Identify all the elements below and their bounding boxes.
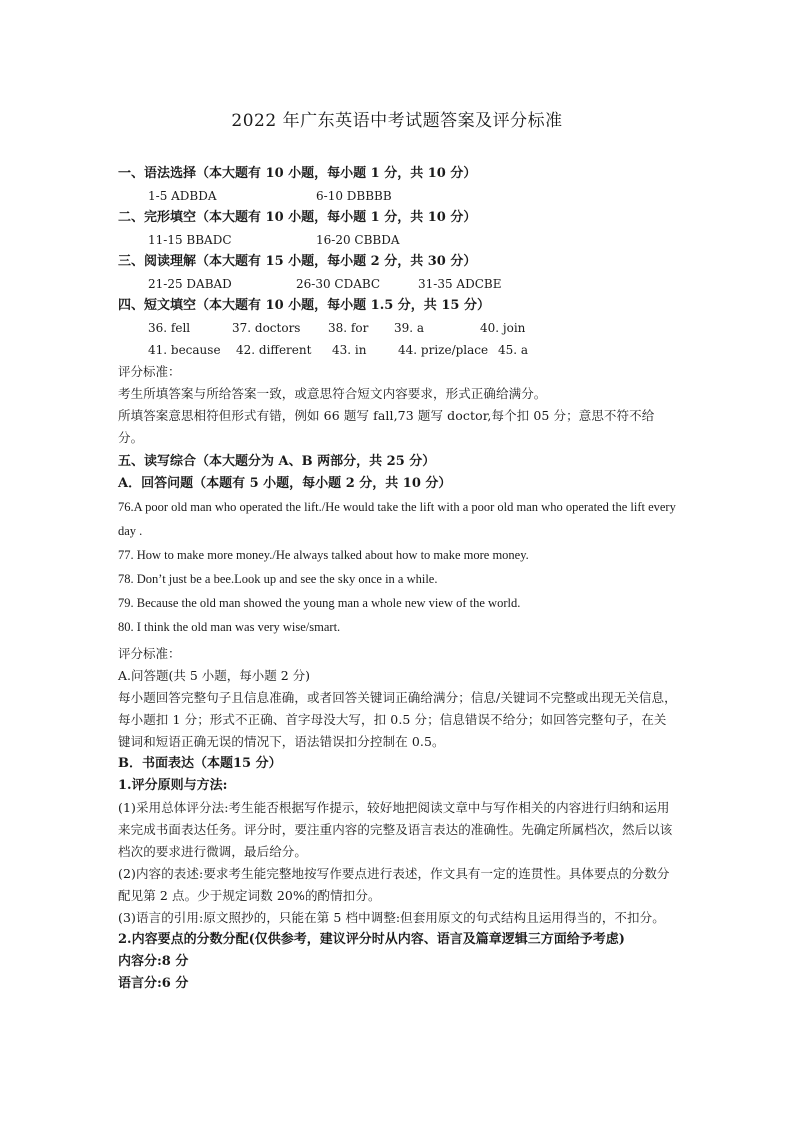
section-5b1-paragraph-2: (2)内容的表述:要求考生能完整地按写作要点进行表述，作文具有一定的连贯性。具体要点的分数分配见第 2 点。少于规定词数 20%的酌情扣分。 [118,866,670,903]
answer-group: 1-5 ADBDA [148,189,217,203]
section-4-answers-row-1 [118,317,678,339]
section-3-answers [118,273,678,295]
section-3-heading: 三、阅读理解（本大题有 15 小题，每小题 2 分，共 30 分） [118,254,477,269]
answer-78: 78. Don’t just be a bee.Look up and see the sky once in a while. [118,572,438,586]
document-title: 2022 年广东英语中考试题答案及评分标准 [231,111,563,131]
section-1-heading: 一、语法选择（本大题有 10 小题，每小题 1 分，共 10 分） [118,166,477,181]
answer-item: 38. for [328,321,369,335]
content-score: 内容分:8 分 [118,954,189,969]
document-body [118,163,678,995]
section-5b2-heading: 2.内容要点的分数分配(仅供参考，建议评分时从内容、语言及篇章逻辑三方面给予考虑) [118,932,625,947]
section-4-criteria-1: 考生所填答案与所给答案一致，或意思符合短文内容要求，形式正确给满分。 [118,386,547,401]
language-score: 语言分:6 分 [118,976,189,991]
section-5-heading: 五、读写综合（本大题分为 A、B 两部分，共 25 分） [118,454,436,469]
section-5a-heading: A．回答问题（本题有 5 小题，每小题 2 分，共 10 分） [118,476,452,491]
answer-group: 6-10 DBBBB [316,189,392,203]
section-5b1-paragraph-1: (1)采用总体评分法:考生能否根据写作提示，较好地把阅读文章中与写作相关的内容进行归纳和运用来完成书面表达任务。评分时，要注重内容的完整及语言表达的准确性。先确定所属档次，然后以该档次的要求进行微调，最后给分。 [118,800,673,859]
section-2-heading: 二、完形填空（本大题有 10 小题，每小题 1 分，共 10 分） [118,210,477,225]
section-5b-heading: B．书面表达（本题15 分） [118,756,282,771]
section-4-answers-row-2 [118,339,678,361]
answer-group: 26-30 CDABC [296,277,381,291]
answer-76: 76.A poor old man who operated the lift./He would take the lift with a poor old man who operated the lift every day . [118,500,676,538]
section-5a-criteria-label: 评分标准： [118,646,181,661]
section-5b1-paragraph-3: (3)语言的引用:原文照抄的，只能在第 5 档中调整:但套用原文的句式结构且运用得当的，不扣分。 [118,910,665,925]
section-4-criteria-2: 所填答案意思相符但形式有错，例如 66 题写 fall,73 题写 doctor,每个扣 05 分；意思不符不给分。 [118,408,655,445]
answer-77: 77. How to make more money./He always talked about how to make more money. [118,548,529,562]
answer-item: 42. different [236,343,312,357]
answer-item: 44. prize/place [398,343,489,357]
section-1-answers [118,185,678,207]
answer-group: 21-25 DABAD [148,277,232,291]
section-5a-criteria-sub: A.问答题(共 5 小题，每小题 2 分) [118,668,311,683]
section-5a-criteria-text: 每小题回答完整句子且信息准确，或者回答关键词正确给满分；信息/关键词不完整或出现无关信息，每小题扣 1 分；形式不正确、首字母没大写，扣 0.5 分；信息错误不给分；如回答完整句子，在关键词和短语正确无误的情况下，语法错误扣分控制在 0.5。 [118,690,677,749]
section-4-heading: 四、短文填空（本大题有 10 小题，每小题 1.5 分，共 15 分） [118,298,490,313]
answer-item: 36. fell [148,321,191,335]
answer-79: 79. Because the old man showed the young man a whole new view of the world. [118,596,521,610]
answer-item: 43. in [332,343,367,357]
answer-item: 39. a [394,321,425,335]
section-4-criteria-label: 评分标准： [118,364,181,379]
answer-group: 11-15 BBADC [148,233,232,247]
section-5b1-heading: 1.评分原则与方法: [118,778,228,793]
answer-item: 41. because [148,343,221,357]
section-2-answers [118,229,678,251]
answer-group: 16-20 CBBDA [316,233,400,247]
answer-item: 40. join [480,321,526,335]
answer-group: 31-35 ADCBE [418,277,502,291]
answer-item: 45. a [498,343,529,357]
answer-80: 80. I think the old man was very wise/smart. [118,620,341,634]
answer-item: 37. doctors [232,321,301,335]
